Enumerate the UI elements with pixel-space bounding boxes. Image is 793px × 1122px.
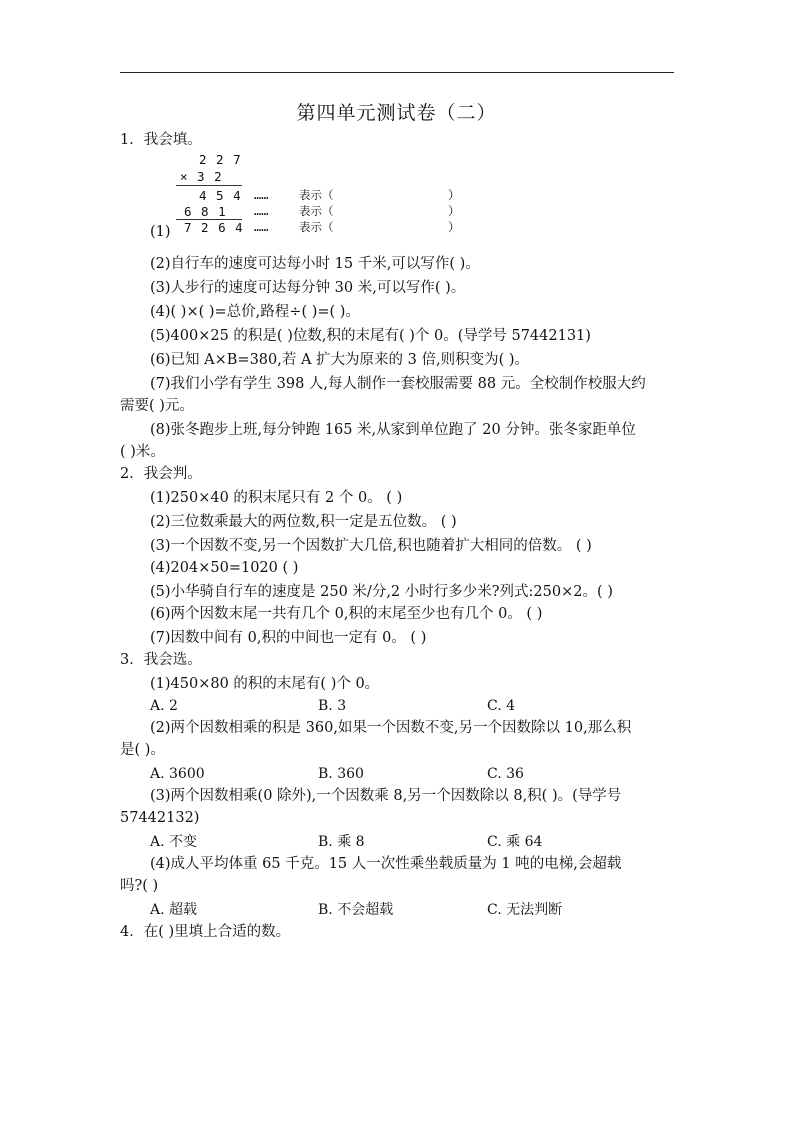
s3-q4-option-c: C. 无法判断	[487, 902, 563, 918]
s3-q1-option-c: C. 4	[487, 698, 516, 714]
section-3-heading: 3．我会选。	[120, 652, 202, 668]
s3-q1: (1)450×80 的积的末尾有( )个 0。	[150, 676, 380, 692]
mult-row-multiplier: × 3 2	[180, 169, 223, 184]
s3-q4-line2: 吗?( )	[120, 878, 159, 894]
header-rule	[120, 72, 674, 73]
s3-q4-line1: (4)成人平均体重 65 千克。15 人一次性乘坐载质量为 1 吨的电梯,会超载	[150, 856, 622, 872]
dots-3: ……	[254, 220, 269, 234]
s1-q8-line1: (8)张冬跑步上班,每分钟跑 165 米,从家到单位跑了 20 分钟。张冬家距单位	[150, 422, 636, 438]
s1-q8-line2: ( )米。	[120, 444, 165, 460]
represents-close-1: ）	[448, 188, 461, 202]
s1-q2: (2)自行车的速度可达每小时 15 千米,可以写作( )。	[150, 256, 480, 272]
dots-1: ……	[254, 188, 269, 202]
s1-q5: (5)400×25 的积是( )位数,积的末尾有( )个 0。(导学号 57442131)	[150, 328, 591, 344]
s3-q2-option-a: A. 3600	[150, 766, 205, 782]
s2-q1: (1)250×40 的积末尾只有 2 个 0。 ( )	[150, 490, 403, 506]
s3-q3-line2: 57442132)	[120, 810, 200, 826]
s2-q5: (5)小华骑自行车的速度是 250 米/分,2 小时行多少米?列式:250×2。( )	[150, 584, 613, 600]
represents-label-2: 表示（	[299, 204, 334, 218]
represents-label-3: 表示（	[299, 220, 334, 234]
section-1-heading: 1．我会填。	[120, 132, 202, 148]
s3-q4-option-a: A. 超载	[150, 902, 198, 918]
s3-q1-option-a: A. 2	[150, 698, 178, 714]
dots-2: ……	[254, 204, 269, 218]
multiplication-figure	[172, 150, 472, 240]
mult-row-partial-2: 6 8 1	[184, 204, 227, 219]
represents-close-3: ）	[448, 220, 461, 234]
mult-row-partial-1: 4 5 4	[199, 188, 242, 203]
mult-row-product: 7 2 6 4	[184, 220, 244, 235]
s2-q6: (6)两个因数末尾一共有几个 0,积的末尾至少也有几个 0。 ( )	[150, 606, 543, 622]
s3-q3-option-c: C. 乘 64	[487, 834, 543, 850]
s3-q2-option-b: B. 360	[318, 766, 364, 782]
s1-q1-label: (1)	[150, 224, 171, 240]
page-title: 第四单元测试卷（二）	[296, 102, 497, 124]
s3-q1-option-b: B. 3	[318, 698, 347, 714]
represents-label-1: 表示（	[299, 188, 334, 202]
s2-q4: (4)204×50=1020 ( )	[150, 560, 299, 576]
mult-row-multiplicand: 2 2 7	[199, 152, 242, 167]
section-2-heading: 2．我会判。	[120, 466, 202, 482]
s1-q3: (3)人步行的速度可达每分钟 30 米,可以写作( )。	[150, 280, 466, 296]
s2-q2: (2)三位数乘最大的两位数,积一定是五位数。 ( )	[150, 514, 457, 530]
s1-q4: (4)( )×( )=总价,路程÷( )=( )。	[150, 304, 360, 320]
section-4-heading: 4．在( )里填上合适的数。	[120, 924, 291, 940]
mult-line-1	[176, 185, 242, 186]
s3-q2-line2: 是( )。	[120, 742, 165, 758]
s1-q7-line2: 需要( )元。	[120, 398, 194, 414]
s3-q4-option-b: B. 不会超载	[318, 902, 394, 918]
s3-q2-line1: (2)两个因数相乘的积是 360,如果一个因数不变,另一个因数除以 10,那么积	[150, 720, 632, 736]
s3-q3-option-b: B. 乘 8	[318, 834, 365, 850]
represents-close-2: ）	[448, 204, 461, 218]
s3-q3-line1: (3)两个因数相乘(0 除外),一个因数乘 8,另一个因数除以 8,积( )。(导学号	[150, 788, 622, 804]
s1-q6: (6)已知 A×B=380,若 A 扩大为原来的 3 倍,则积变为( )。	[150, 352, 530, 368]
s3-q3-option-a: A. 不变	[150, 834, 198, 850]
s1-q7-line1: (7)我们小学有学生 398 人,每人制作一套校服需要 88 元。全校制作校服大约	[150, 376, 646, 392]
s2-q7: (7)因数中间有 0,积的中间也一定有 0。 ( )	[150, 630, 427, 646]
s2-q3: (3)一个因数不变,另一个因数扩大几倍,积也随着扩大相同的倍数。 ( )	[150, 538, 592, 554]
s3-q2-option-c: C. 36	[487, 766, 524, 782]
